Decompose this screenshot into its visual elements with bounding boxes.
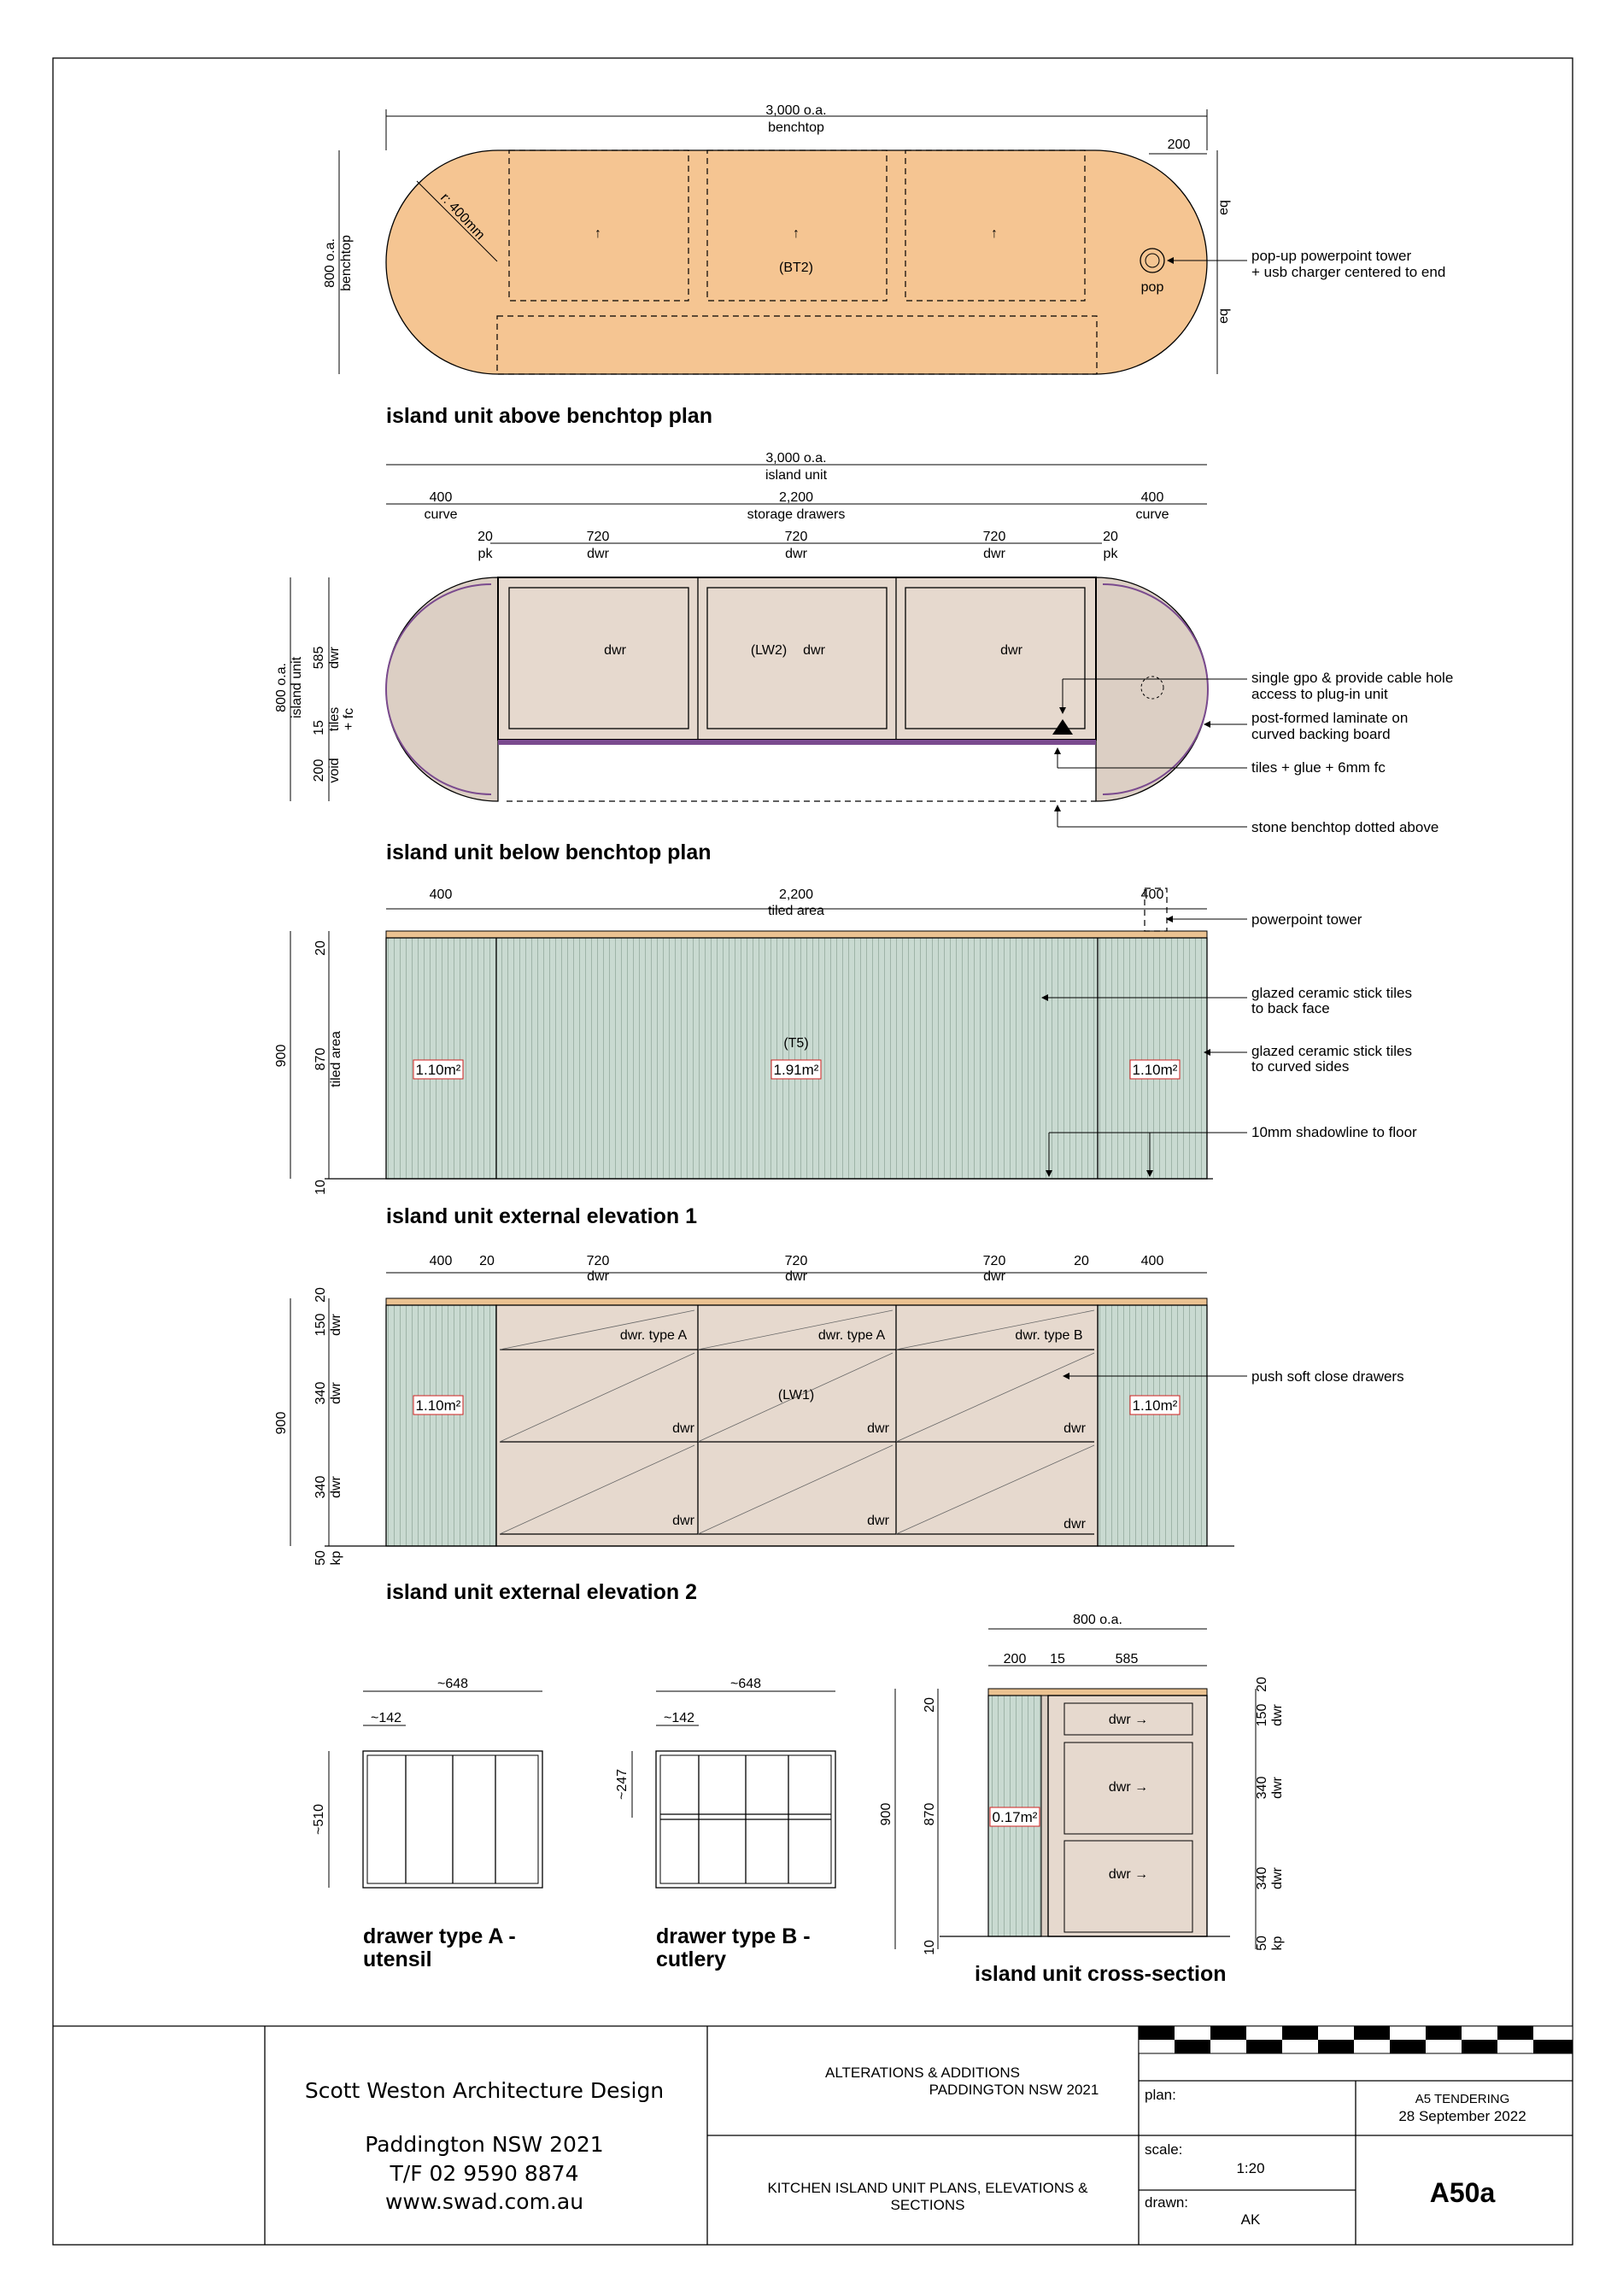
right-dim-5-sub: kp [1270, 1936, 1285, 1951]
mid-sub: storage drawers [747, 507, 846, 522]
width-2: 15 [1050, 1652, 1065, 1666]
width-2-sub: dwr [785, 1269, 807, 1284]
curve-left-sub: curve [424, 507, 458, 522]
drawer-1-label: dwr [604, 643, 626, 658]
tiled-end-left [386, 1305, 496, 1546]
area-left: 1.10m² [415, 1062, 461, 1078]
elevation-1 [274, 887, 1417, 1228]
curve-left-dim: 400 [429, 490, 453, 505]
height-dim: 800 o.a. [274, 663, 289, 712]
drawer-a-title: drawer type A - [363, 1924, 516, 1948]
height-top: 20 [313, 1287, 328, 1303]
height-1: 150 [313, 1313, 328, 1337]
gpo-note-2: access to plug-in unit [1251, 686, 1388, 702]
width-1: 200 [1003, 1652, 1027, 1666]
section-carcass [1048, 1696, 1207, 1936]
elevation-2-title: island unit external elevation 2 [386, 1580, 698, 1604]
drawer-3-sub: dwr [983, 547, 1005, 561]
drawer-label: dwr [1063, 1517, 1086, 1532]
drawer-carcass [498, 577, 1096, 740]
drawer-2-sub: dwr [785, 547, 807, 561]
pop-label: pop [1140, 280, 1164, 295]
benchtop-plan [323, 103, 1445, 428]
drawer-type-b-detail [615, 1677, 835, 1971]
drawer-type-a-1: dwr. type A [619, 1328, 688, 1343]
end-offset-dimension: 200 [1167, 138, 1191, 152]
stone-note: stone benchtop dotted above [1251, 819, 1439, 835]
drawer-1: dwr → [1108, 1713, 1149, 1727]
drawer-2-tag: (LW2) [750, 643, 788, 658]
below-plan-title: island unit below benchtop plan [386, 840, 712, 864]
pop-note-2: + usb charger centered to end [1251, 264, 1446, 280]
height-2: 340 [313, 1381, 328, 1405]
area-right: 1.10m² [1132, 1397, 1178, 1414]
firm-website: www.swad.com.au [384, 2189, 584, 2214]
pk-right-sub: pk [1103, 547, 1118, 561]
drawer-type-b: dwr. type B [1015, 1328, 1083, 1343]
tiles-side-note-1: glazed ceramic stick tiles [1251, 1043, 1413, 1059]
height-3-sub: dwr [329, 1476, 343, 1498]
drawer-label: dwr [672, 1514, 694, 1528]
radius-label: r: 400mm [437, 190, 488, 243]
overall-dimension-sub: benchtop [768, 120, 824, 135]
area-mid: 1.91m² [773, 1062, 819, 1078]
pop-note-1: pop-up powerpoint tower [1251, 248, 1412, 264]
height-tiled: 870 [923, 1802, 937, 1826]
tiled-end-right [1098, 1305, 1207, 1546]
drawer-1-dim: 720 [586, 530, 610, 544]
drawer-depth-sub: dwr [327, 647, 342, 669]
drawer-3: dwr → [1108, 1867, 1149, 1882]
area-left: 1.10m² [415, 1397, 461, 1414]
project-title-2: PADDINGTON NSW 2021 [929, 2082, 1099, 2098]
width-pk-right: 20 [1074, 1254, 1089, 1268]
width-3-sub: dwr [983, 1269, 1005, 1284]
width-pk-left: 20 [479, 1254, 495, 1268]
elevation-1-title: island unit external elevation 1 [386, 1204, 698, 1228]
width-dim: ~648 [729, 1677, 762, 1691]
width-3: 720 [982, 1254, 1006, 1268]
overall-dimension-sub: island unit [765, 468, 828, 483]
drawer-label: dwr [867, 1421, 889, 1436]
height-top: 20 [923, 1697, 937, 1713]
drawn-value: AK [1240, 2211, 1261, 2228]
sheet-title-2: SECTIONS [890, 2197, 965, 2213]
height-dimension-sub: benchtop [339, 235, 354, 291]
drawer-b-subtitle: cutlery [656, 1948, 726, 1971]
scale-bar [1139, 2026, 1573, 2053]
tiles-back-note-1: glazed ceramic stick tiles [1251, 985, 1413, 1001]
project-title-1: ALTERATIONS & ADDITIONS [825, 2065, 1020, 2081]
height-top: 20 [313, 940, 328, 956]
cross-section [879, 1613, 1285, 1986]
section-benchtop [988, 1689, 1207, 1696]
title-block [53, 2026, 1573, 2245]
height-2-sub: dwr [329, 1382, 343, 1404]
width-mid-sub: tiled area [768, 904, 824, 918]
height-all: 900 [879, 1802, 894, 1826]
height-3: 340 [313, 1475, 328, 1499]
firm-name: Scott Weston Architecture Design [304, 2078, 665, 2103]
soft-close-note: push soft close drawers [1251, 1368, 1404, 1385]
sheet-title-1: KITCHEN ISLAND UNIT PLANS, ELEVATIONS & [767, 2180, 1088, 2196]
elevation-2 [274, 1254, 1404, 1604]
drawer-depth-dim: 585 [312, 646, 326, 670]
curve-right-dim: 400 [1140, 490, 1164, 505]
laminate-note-2: curved backing board [1251, 726, 1391, 742]
width-mid: 2,200 [778, 887, 814, 902]
width-1: 720 [586, 1254, 610, 1268]
pk-right-dim: 20 [1103, 530, 1118, 544]
drawn-label: drawn: [1145, 2194, 1189, 2211]
scale-value: 1:20 [1236, 2160, 1265, 2176]
height-dimension: 800 o.a. [323, 238, 337, 288]
overall-dimension: 3,000 o.a. [765, 103, 827, 118]
firm-address: Paddington NSW 2021 [365, 2132, 604, 2157]
width-right: 400 [1140, 887, 1164, 902]
sheet-number: A50a [1429, 2177, 1496, 2208]
height-all: 900 [274, 1044, 289, 1068]
arrow-3: ↑ [991, 226, 998, 241]
height-1-sub: dwr [329, 1314, 343, 1336]
tiles-sub: tiles [327, 706, 342, 732]
tiles-dim: 15 [312, 720, 326, 735]
overall-dimension: 3,000 o.a. [765, 451, 827, 466]
height-dim-sub: island unit [290, 656, 304, 719]
tiled-face [386, 938, 1207, 1179]
tile-tag: (T5) [783, 1036, 809, 1051]
plan-label: plan: [1145, 2087, 1176, 2103]
below-benchtop-plan [274, 451, 1453, 864]
compartment-dim: ~142 [663, 1711, 695, 1725]
benchtop-tag: (BT2) [779, 261, 813, 275]
drawer-1-sub: dwr [587, 547, 609, 561]
height-kp-sub: kp [329, 1550, 343, 1566]
drawer-type-a-2: dwr. type A [817, 1328, 886, 1343]
height-tiled-sub: tiled area [329, 1031, 343, 1087]
arrow-2: ↑ [793, 226, 800, 241]
tiles-back-note-2: to back face [1251, 1000, 1330, 1016]
tiles-sub-2: + fc [342, 707, 356, 731]
tiles-side-note-2: to curved sides [1251, 1058, 1350, 1075]
drawer-fronts [496, 1305, 1098, 1546]
laminate-note-1: post-formed laminate on [1251, 710, 1409, 726]
drawer-label: dwr [867, 1514, 889, 1528]
scale-label: scale: [1145, 2141, 1183, 2158]
drawer-type-a-detail [312, 1677, 542, 1971]
width-left: 400 [429, 887, 453, 902]
height-all: 900 [274, 1411, 289, 1435]
compartment-dim: ~142 [370, 1711, 402, 1725]
drawer-3-dim: 720 [982, 530, 1006, 544]
right-dim-2: 150 [1255, 1703, 1269, 1727]
right-dim-1: 20 [1255, 1677, 1269, 1692]
eq-top: eq [1216, 200, 1231, 215]
void-sub: void [327, 758, 342, 783]
pk-left-dim: 20 [478, 530, 493, 544]
firm-phone: T/F 02 9590 8874 [390, 2161, 579, 2186]
drawer-label: dwr [672, 1421, 694, 1436]
height-dim: ~510 [312, 1803, 326, 1836]
benchtop-edge [386, 1298, 1207, 1305]
drawer-b-title: drawer type B - [656, 1924, 811, 1948]
issue-status: A5 TENDERING [1415, 2092, 1510, 2106]
drawer-label: dwr [1063, 1421, 1086, 1436]
pk-left-sub: pk [478, 547, 493, 561]
right-dim-4-sub: dwr [1270, 1867, 1285, 1889]
issue-date: 28 September 2022 [1398, 2108, 1526, 2124]
void-dim: 200 [312, 758, 326, 782]
drawer-2-dim: 720 [784, 530, 808, 544]
width-left: 400 [429, 1254, 453, 1268]
right-dim-3-sub: dwr [1270, 1777, 1285, 1799]
benchtop-edge [386, 931, 1207, 938]
tiles-note: tiles + glue + 6mm fc [1251, 759, 1386, 776]
right-dim-4: 340 [1255, 1866, 1269, 1890]
benchtop-plan-title: island unit above benchtop plan [386, 404, 712, 428]
width-1-sub: dwr [587, 1269, 609, 1284]
right-dim-5: 50 [1255, 1936, 1269, 1951]
drawer-2-label: dwr [803, 643, 825, 658]
drawer-a-subtitle: utensil [363, 1948, 432, 1971]
drawer-tag: (LW1) [777, 1388, 815, 1403]
eq-bottom: eq [1216, 308, 1231, 324]
right-dim-3: 340 [1255, 1776, 1269, 1800]
height-tiled: 870 [313, 1047, 328, 1071]
section-area: 0.17m² [992, 1809, 1038, 1825]
mid-dim: 2,200 [778, 490, 814, 505]
powerpoint-note: powerpoint tower [1251, 911, 1362, 928]
overall-dim: 800 o.a. [1073, 1613, 1122, 1627]
drawer-3-label: dwr [1000, 643, 1022, 658]
width-2: 720 [784, 1254, 808, 1268]
right-dim-2-sub: dwr [1270, 1704, 1285, 1726]
height-kp: 50 [313, 1550, 328, 1566]
drawer-2: dwr → [1108, 1780, 1149, 1795]
gpo-note-1: single gpo & provide cable hole [1251, 670, 1454, 686]
area-right: 1.10m² [1132, 1062, 1178, 1078]
shadowline-note: 10mm shadowline to floor [1251, 1124, 1417, 1140]
height-bottom: 10 [923, 1940, 937, 1955]
height-dim: ~247 [615, 1768, 630, 1801]
width-3: 585 [1115, 1652, 1139, 1666]
width-dim: ~648 [437, 1677, 469, 1691]
width-right: 400 [1140, 1254, 1164, 1268]
curve-right-sub: curve [1135, 507, 1169, 522]
cross-section-title: island unit cross-section [975, 1962, 1227, 1986]
arrow-1: ↑ [595, 226, 601, 241]
height-bottom: 10 [313, 1180, 328, 1195]
curved-end-left [386, 577, 498, 801]
